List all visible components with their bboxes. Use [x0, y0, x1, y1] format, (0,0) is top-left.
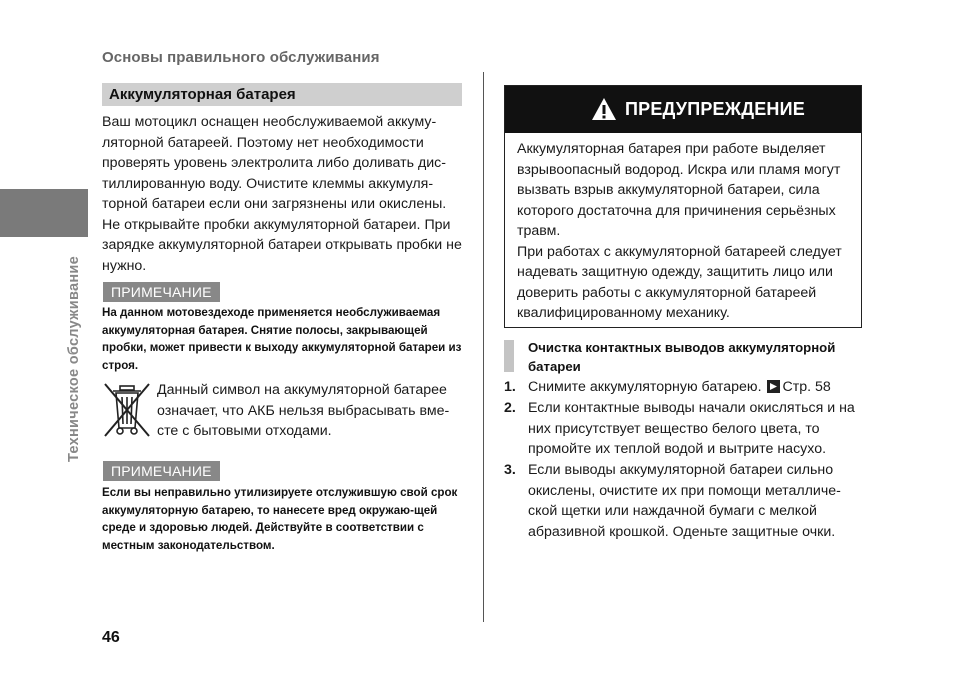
warning-triangle-icon [591, 97, 617, 121]
column-divider [483, 72, 484, 622]
step-text: Если выводы аккумуляторной батареи сильно окислены, очистите их при помощи металличе-ской щетки или наждачной бумаги с мелкой абразивной крошкой. Оденьте защитные очки. [528, 462, 841, 540]
step-number: 2. [504, 400, 516, 416]
page-reference[interactable]: Стр. 58 [782, 379, 831, 395]
step-text: Снимите аккумуляторную батарею. Стр. 58 [528, 377, 860, 400]
procedure-marker [504, 340, 514, 372]
running-header: Основы правильного обслуживания [102, 49, 380, 66]
note-label: ПРИМЕЧАНИЕ [103, 282, 220, 302]
note-label: ПРИМЕЧАНИЕ [103, 461, 220, 481]
chapter-tab [0, 189, 88, 237]
warning-title: ПРЕДУПРЕЖДЕНИЕ [625, 99, 805, 119]
note-text: Если вы неправильно утилизируете отслужившую свой срок аккумуляторную батарею, то нанесете вред окружаю-щей среде и здоровью людей. Действуйте в соответствии с местным законодательством. [102, 486, 458, 552]
intro-paragraph: Ваш мотоцикл оснащен необслуживаемой аккуму-ляторной батареей. Поэтому нет необходимости проверять уровень электролита либо доливать дис-тиллированную воду. Очистите клеммы аккумуля-торной батареи если они загрязнены или окислены. Не открывайте пробки аккумуляторной батареи. При зарядке аккумуляторной батареи открывать пробки не нужно. [102, 114, 462, 274]
warning-header [505, 86, 861, 133]
step-number: 3. [504, 462, 516, 478]
warning-text-1: Аккумуляторная батарея при работе выделяет взрывоопасный водород. Искра или пламя могут вызвать взрыв аккумуляторной батареи, сила которого достаточна для причинения серьёзных травм. [517, 141, 841, 239]
crossed-out-bin-icon [101, 380, 153, 440]
note-text: На данном мотовездеходе применяется необслуживаемая аккумуляторная батарея. Снятие полосы, закрывающей пробки, может привести к выходу аккумуляторной батареи из строя. [102, 306, 462, 372]
section-title: Аккумуляторная батарея [102, 83, 462, 106]
warning-box [504, 85, 862, 328]
page-reference-icon [767, 379, 780, 400]
step-number: 1. [504, 379, 516, 395]
procedure-title: Очистка контактных выводов аккумуляторной батареи [528, 340, 836, 374]
chapter-side-label: Техническое обслуживание [66, 256, 82, 462]
warning-text-2: При работах с аккумуляторной батареей следует надевать защитную одежду, защитить лицо или доверить работы с аккумуляторной батареей квалифицированному механику. [517, 243, 842, 321]
step-text: Если контактные выводы начали окисляться и на них присутствует вещество белого цвета, то промойте их теплой водой и вытрите насухо. [528, 400, 855, 457]
warning-text [517, 139, 851, 324]
page-number: 46 [102, 629, 120, 646]
bin-symbol-text: Данный символ на аккумуляторной батарее означает, что АКБ нельзя выбрасывать вме-сте с бытовыми отходами. [157, 382, 450, 439]
